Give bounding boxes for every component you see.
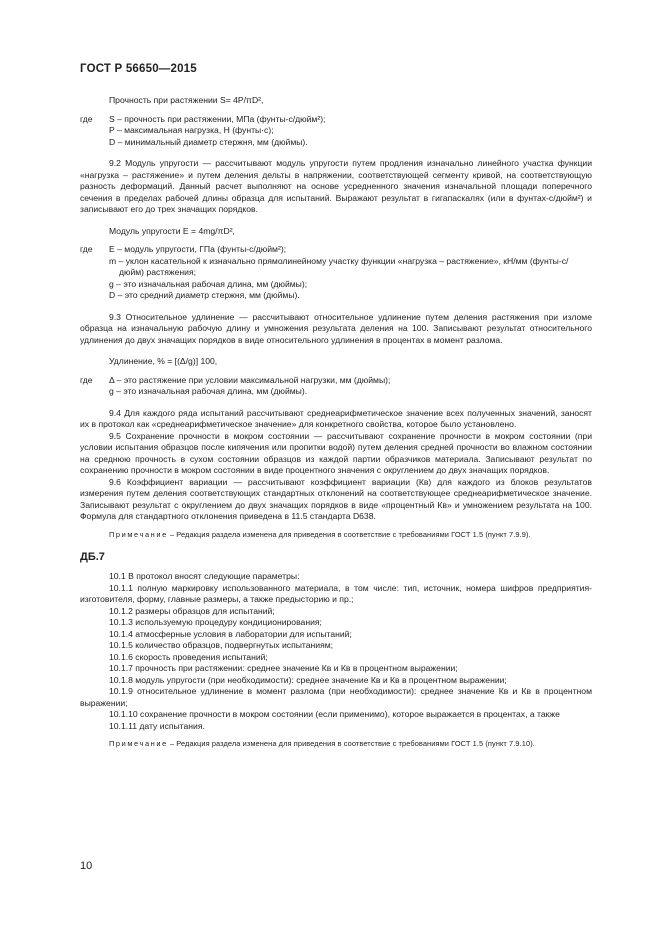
definition-item: D – это средний диаметр стержня, мм (дюймы). <box>109 290 300 300</box>
where-label: где <box>80 113 93 124</box>
list-item: 10.1.6 скорость проведения испытаний; <box>109 651 268 662</box>
where-label: где <box>80 374 93 385</box>
paragraph-9-5: 9.5 Сохранение прочности в мокром состоянии — рассчитывают сохранение прочности в мокром состоянии (при условии испытания образцов после кипячения или пропитки водой) путем деления средней прочности во влажном состоянии на среднюю прочность в сухом состоянии образцов из каждой партии образчиков материала. Записывают результат по сохранению прочности в мокром состоянии в виде процентного значения с округлением до двух значащих порядков. <box>80 430 592 475</box>
definitions-block-1 <box>80 114 592 149</box>
definitions-block-3 <box>80 375 592 398</box>
paragraph-9-6: 9.6 Коэффициент вариации — рассчитывают коэффициент вариации (Кв) для каждого из блоков результатов измерения путем деления соответствующих стандартных отклонений на соответствующее среднеарифметическое значение. Записывают результат с округлением до двух значащих порядков в виде «процентный Кв» и умножением результата на 100. Формула для стандартного отклонения приведена в 11.5 стандарта D638. <box>80 476 592 521</box>
definition-item: m – уклон касательной к изначально прямолинейному участку функции «нагрузка – растяжение», кН/мм (фунты-с/дюйм) растяжения; <box>109 255 569 277</box>
where-label: где <box>80 244 93 254</box>
definition-item: S – прочность при растяжении, МПа (фунты-с/дюйм²); <box>109 113 326 124</box>
paragraph-9-4: 9.4 Для каждого ряда испытаний рассчитывают среднеарифметическое значение всех полученных значений, заносят их в протокол как «среднеарифметическое значение» для конкретного свойства, которое было установлено. <box>80 407 592 429</box>
list-item: 10.1.9 относительное удлинение в момент разлома (при необходимости): среднее значение Кв и Кв в процентном выражении; <box>80 686 592 708</box>
definition-item: Δ – это растяжение при условии максимальной нагрузки, мм (дюймы); <box>109 374 391 385</box>
definition-item: D – минимальный диаметр стержня, мм (дюймы). <box>109 136 308 147</box>
formula-tensile-strength: Прочность при растяжении S= 4P/πD², <box>109 95 264 105</box>
definition-item: g – это изначальная рабочая длина, мм (дюймы); <box>109 278 308 289</box>
page-number: 10 <box>80 860 93 872</box>
formula-elongation: Удлинение, % = [(Δ/g)] 100, <box>109 356 218 366</box>
list-item: 10.1.4 атмосферные условия в лаборатории для испытаний; <box>109 628 352 639</box>
definition-item: P – максимальная нагрузка, Н (фунты·с); <box>109 125 274 135</box>
list-item: 10.1.7 прочность при растяжении: среднее значение Кв и Кв в процентном выражении; <box>109 663 458 673</box>
list-item: 10.1.11 дату испытания. <box>109 720 205 731</box>
note-2 <box>80 739 592 749</box>
list-item: 10.1.3 используемую процедуру кондиционирования; <box>109 617 322 627</box>
definition-item: g – это изначальная рабочая длина, мм (дюймы). <box>109 386 308 396</box>
section-title: ДБ.7 <box>80 550 105 563</box>
definitions-block-2 <box>80 244 592 302</box>
list-item: 10.1 В протокол вносят следующие параметры: <box>109 571 300 581</box>
note-label: Примечание <box>109 529 168 539</box>
note-text: – Редакция раздела изменена для приведения в соответствие с требованиями ГОСТ 1.5 (пункт 7.9.9). <box>167 529 531 539</box>
list-item: 10.1.1 полную маркировку использованного материала, в том числе: тип, источник, номера шифров предприятия-изготовителя, форму, главные размеры, а также предысторию и пр.; <box>80 582 592 604</box>
note-1 <box>80 530 592 540</box>
document-body <box>80 95 592 749</box>
list-item: 10.1.5 количество образцов, подвергнутых испытаниям; <box>109 640 334 650</box>
list-item: 10.1.8 модуль упругости (при необходимости): среднее значение Кв и Кв в процентном выражении; <box>109 674 507 685</box>
paragraph-9-3: 9.3 Относительное удлинение — рассчитывают относительное удлинение путем деления растяжения при изломе образца на изначальную рабочую длину и умножения результата деления на 100. Записывают результат относительного удлинения до двух значащих порядков в виде относительного удлинения в процентах в момент разлома. <box>80 311 592 345</box>
protocol-parameter-list <box>80 571 592 732</box>
note-label: Примечание <box>109 739 168 748</box>
definition-item: E – модуль упругости, ГПа (фунты-с/дюйм²); <box>109 244 287 254</box>
document-code-header: ГОСТ Р 56650—2015 <box>80 63 197 75</box>
list-item: 10.1.2 размеры образцов для испытаний; <box>109 605 275 616</box>
formula-elastic-modulus: Модуль упругости E = 4mg/πD², <box>109 225 235 236</box>
note-text: – Редакция раздела изменена для приведения в соответствие с требованиями ГОСТ 1.5 (пункт 7.9.10). <box>167 739 535 748</box>
list-item: 10.1.10 сохранение прочности в мокром состоянии (если применимо), которое выражается в процентах, а также <box>109 709 560 719</box>
paragraph-9-2: 9.2 Модуль упругости — рассчитывают модуль упругости путем продления изначально линейного участка функции «нагрузка – растяжение» и путем деления дельты в напряжении, соответствующей сегменту кривой, на соответствующую разность деформаций. Данный расчет выполняют на основе усредненного значения изначальной площади поперечного сечения в пределах рабочей длины образца для испытаний. Выражают результат в гигапаскалях (или в фунтах-с/дюйм²) и записывают его до трех значащих порядков. <box>80 158 592 214</box>
